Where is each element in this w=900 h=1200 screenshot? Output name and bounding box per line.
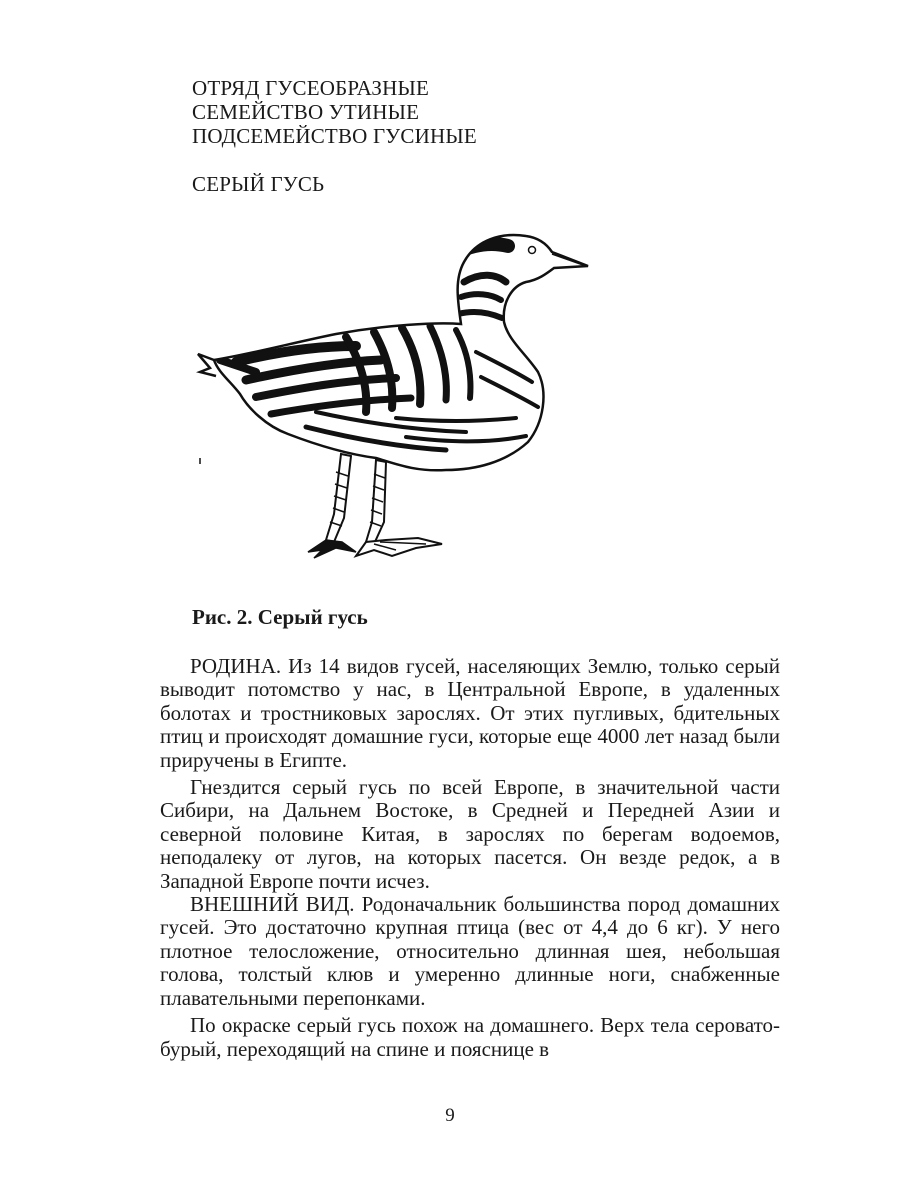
taxonomy-header	[192, 76, 477, 148]
subfamily-line: ПОДСЕМЕЙСТВО ГУСИНЫЕ	[192, 124, 477, 148]
body-text	[160, 655, 780, 1061]
goose-figure	[196, 222, 596, 567]
paragraph-range: Гнездится серый гусь по всей Европе, в значительной части Сибири, на Дальнем Востоке, в Средней и Передней Азии и северной половине Китая, в зарослях по берегам водоемов, неподалеку от лугов, на которых пасется. Он везде редок, а в Западной Европе почти исчез.	[160, 775, 780, 893]
order-line: ОТРЯД ГУСЕОБРАЗНЫЕ	[192, 76, 430, 100]
family-line: СЕМЕЙСТВО УТИНЫЕ	[192, 100, 420, 124]
paragraph-origin: РОДИНА. Из 14 видов гусей, населяющих Землю, только серый выводит потомство у нас, в Центральной Европе, в удаленных болотах и тростниковых зарослях. От этих пугливых, бдительных птиц и происходят домашние гуси, которые еще 4000 лет назад были приручены в Египте.	[160, 654, 780, 772]
figure-caption: Рис. 2. Серый гусь	[192, 605, 368, 629]
paragraph-appearance: ВНЕШНИЙ ВИД. Родоначальник большинства пород домашних гусей. Это достаточно крупная птица (вес от 4,4 до 6 кг). У него плотное телосложение, относительно длинная шея, небольшая голова, толстый клюв и умеренно длинные ноги, снабженные плавательными перепонками.	[160, 892, 780, 1010]
species-title: СЕРЫЙ ГУСЬ	[192, 172, 325, 196]
goose-illustration	[196, 222, 596, 567]
page-number: 9	[445, 1105, 455, 1126]
paragraph-coloring: По окраске серый гусь похож на домашнего. Верх тела серовато-бурый, переходящий на спине и пояснице в	[160, 1013, 780, 1061]
